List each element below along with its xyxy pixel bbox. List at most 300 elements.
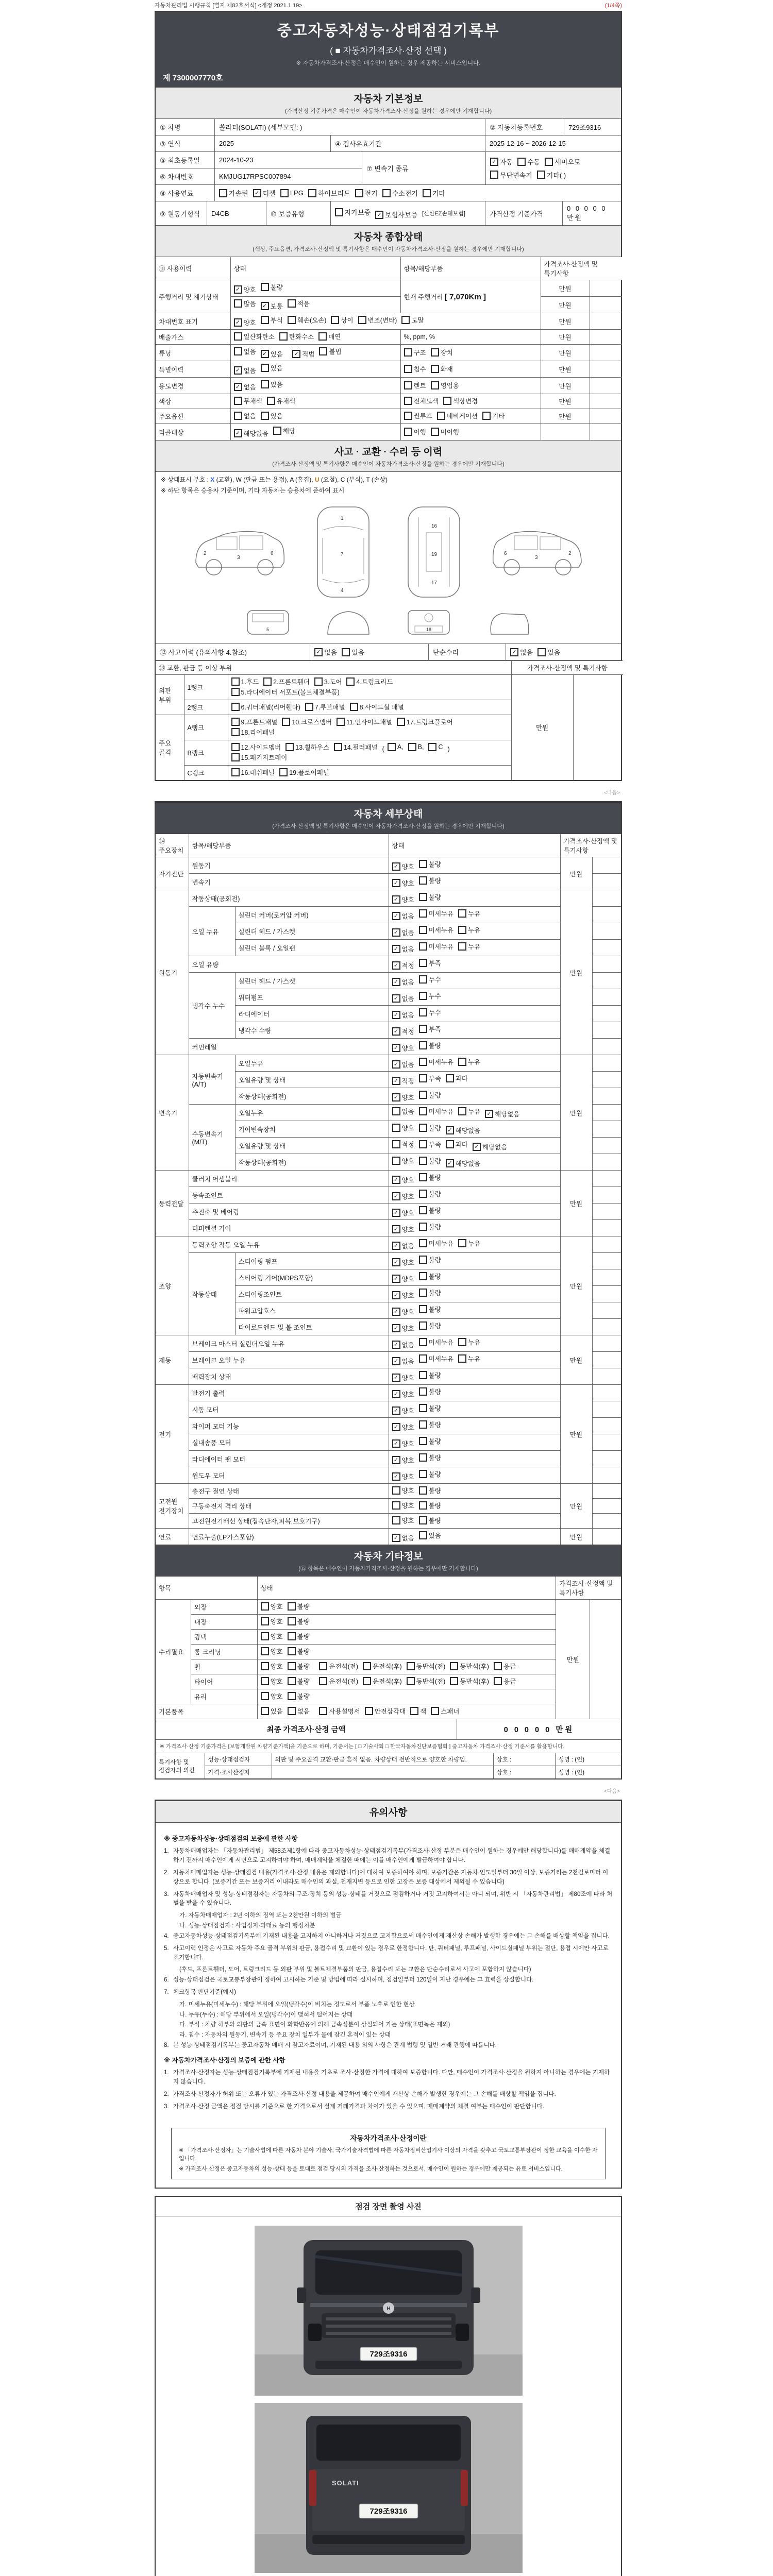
checkbox-option[interactable] xyxy=(404,364,426,374)
checkbox-option[interactable] xyxy=(431,427,459,436)
checkbox-option[interactable] xyxy=(261,1662,283,1671)
checkbox-option[interactable] xyxy=(234,285,256,294)
checkbox-icon[interactable] xyxy=(419,1239,427,1247)
checkbox-option[interactable] xyxy=(473,1142,507,1151)
checkbox-option[interactable] xyxy=(231,768,275,777)
checkbox-icon[interactable] xyxy=(419,1256,427,1264)
checkbox-option[interactable] xyxy=(261,1647,283,1656)
checkbox-icon[interactable] xyxy=(419,1074,427,1082)
checkbox-option[interactable] xyxy=(397,717,453,726)
checkbox-option[interactable] xyxy=(419,975,441,984)
checkbox-option[interactable] xyxy=(392,1010,414,1020)
checkbox-icon[interactable] xyxy=(419,1321,427,1330)
checkbox-icon[interactable] xyxy=(314,677,323,686)
checkbox-icon[interactable] xyxy=(392,1140,400,1148)
checkbox-icon[interactable] xyxy=(419,959,427,967)
checkbox-icon[interactable] xyxy=(388,743,396,751)
checkbox-option[interactable] xyxy=(288,299,310,308)
checkbox-icon[interactable] xyxy=(234,299,242,308)
checkbox-option[interactable] xyxy=(288,1706,310,1716)
checkbox-icon[interactable] xyxy=(431,428,439,436)
checkbox-option[interactable] xyxy=(404,381,426,390)
checkbox-option[interactable] xyxy=(419,1140,441,1149)
checkbox-option[interactable] xyxy=(288,1647,310,1656)
checkbox-option[interactable] xyxy=(419,991,441,1001)
checkbox-icon[interactable] xyxy=(410,1707,418,1715)
checkbox-option[interactable] xyxy=(419,1436,441,1446)
checkbox-option[interactable] xyxy=(392,1472,414,1481)
checkbox-icon[interactable] xyxy=(537,648,546,656)
checkbox-icon[interactable] xyxy=(319,347,327,355)
checkbox-icon[interactable] xyxy=(342,648,350,656)
checkbox-checked-icon[interactable]: ✓ xyxy=(314,648,323,656)
checkbox-option[interactable] xyxy=(261,301,283,311)
checkbox-option[interactable] xyxy=(234,299,256,308)
checkbox-option[interactable] xyxy=(382,188,418,198)
checkbox-icon[interactable] xyxy=(288,1662,296,1670)
checkbox-icon[interactable] xyxy=(261,1677,269,1685)
checkbox-option[interactable] xyxy=(408,743,424,751)
checkbox-option[interactable] xyxy=(261,380,283,389)
checkbox-checked-icon[interactable]: ✓ xyxy=(234,285,242,294)
checkbox-option[interactable] xyxy=(292,349,314,359)
checkbox-option[interactable] xyxy=(423,188,445,198)
checkbox-checked-icon[interactable]: ✓ xyxy=(392,1324,400,1332)
checkbox-option[interactable] xyxy=(335,207,371,217)
checkbox-option[interactable] xyxy=(392,1307,414,1316)
checkbox-icon[interactable] xyxy=(261,1692,269,1700)
checkbox-icon[interactable] xyxy=(261,1632,269,1640)
checkbox-option[interactable] xyxy=(419,1516,441,1525)
checkbox-option[interactable] xyxy=(358,315,397,325)
checkbox-option[interactable] xyxy=(404,411,432,420)
checkbox-option[interactable] xyxy=(407,1662,446,1671)
checkbox-option[interactable] xyxy=(261,1676,283,1686)
checkbox-icon[interactable] xyxy=(231,753,240,761)
checkbox-option[interactable] xyxy=(419,1107,453,1116)
checkbox-icon[interactable] xyxy=(358,316,366,324)
checkbox-icon[interactable] xyxy=(419,1470,427,1478)
checkbox-option[interactable] xyxy=(288,1602,310,1611)
checkbox-icon[interactable] xyxy=(458,909,466,918)
checkbox-icon[interactable] xyxy=(419,1420,427,1429)
checkbox-option[interactable] xyxy=(285,742,329,752)
checkbox-checked-icon[interactable]: ✓ xyxy=(261,302,269,310)
checkbox-icon[interactable] xyxy=(423,189,431,197)
checkbox-option[interactable] xyxy=(450,1676,489,1686)
checkbox-option[interactable] xyxy=(392,1156,414,1165)
checkbox-option[interactable] xyxy=(419,1469,441,1479)
checkbox-icon[interactable] xyxy=(419,926,427,934)
checkbox-icon[interactable] xyxy=(537,171,545,179)
checkbox-checked-icon[interactable]: ✓ xyxy=(392,862,400,871)
checkbox-option[interactable] xyxy=(419,1024,441,1033)
checkbox-option[interactable] xyxy=(392,1373,414,1382)
checkbox-option[interactable] xyxy=(446,1140,468,1149)
checkbox-icon[interactable] xyxy=(419,1025,427,1033)
checkbox-checked-icon[interactable]: ✓ xyxy=(392,1374,400,1382)
checkbox-icon[interactable] xyxy=(419,1371,427,1379)
checkbox-icon[interactable] xyxy=(335,208,343,216)
checkbox-icon[interactable] xyxy=(419,1437,427,1445)
checkbox-option[interactable] xyxy=(392,1093,414,1102)
checkbox-option[interactable] xyxy=(392,1357,414,1366)
checkbox-icon[interactable] xyxy=(408,743,416,751)
checkbox-icon[interactable] xyxy=(419,1387,427,1396)
checkbox-icon[interactable] xyxy=(419,1289,427,1297)
checkbox-checked-icon[interactable]: ✓ xyxy=(392,1242,400,1250)
checkbox-option[interactable] xyxy=(261,1617,283,1626)
checkbox-option[interactable] xyxy=(419,1501,441,1510)
checkbox-option[interactable] xyxy=(273,426,295,435)
checkbox-checked-icon[interactable]: ✓ xyxy=(375,211,383,219)
checkbox-option[interactable] xyxy=(419,925,453,935)
checkbox-option[interactable] xyxy=(282,717,332,726)
checkbox-icon[interactable] xyxy=(419,1223,427,1231)
checkbox-icon[interactable] xyxy=(392,1157,400,1165)
checkbox-checked-icon[interactable]: ✓ xyxy=(392,994,400,1003)
checkbox-icon[interactable] xyxy=(431,381,439,389)
checkbox-option[interactable] xyxy=(261,1706,283,1716)
checkbox-icon[interactable] xyxy=(279,768,288,776)
checkbox-icon[interactable] xyxy=(231,718,240,726)
checkbox-option[interactable] xyxy=(407,1676,446,1686)
checkbox-checked-icon[interactable]: ✓ xyxy=(234,366,242,375)
checkbox-icon[interactable] xyxy=(382,189,391,197)
checkbox-icon[interactable] xyxy=(234,397,242,405)
checkbox-icon[interactable] xyxy=(234,332,242,341)
checkbox-option[interactable] xyxy=(231,742,281,752)
checkbox-icon[interactable] xyxy=(331,316,339,324)
checkbox-icon[interactable] xyxy=(285,743,294,751)
checkbox-icon[interactable] xyxy=(219,189,227,197)
checkbox-checked-icon[interactable]: ✓ xyxy=(292,350,300,358)
checkbox-option[interactable] xyxy=(392,862,414,871)
checkbox-icon[interactable] xyxy=(458,1338,466,1346)
checkbox-icon[interactable] xyxy=(407,1662,415,1670)
checkbox-icon[interactable] xyxy=(419,1008,427,1016)
checkbox-icon[interactable] xyxy=(419,860,427,868)
checkbox-option[interactable] xyxy=(363,1662,402,1671)
checkbox-icon[interactable] xyxy=(419,1206,427,1214)
checkbox-option[interactable] xyxy=(419,1531,441,1540)
checkbox-icon[interactable] xyxy=(261,1647,269,1655)
checkbox-icon[interactable] xyxy=(482,412,491,420)
checkbox-icon[interactable] xyxy=(431,1707,439,1715)
checkbox-option[interactable] xyxy=(342,647,364,657)
checkbox-checked-icon[interactable]: ✓ xyxy=(446,1159,454,1167)
checkbox-option[interactable] xyxy=(261,349,283,359)
checkbox-icon[interactable] xyxy=(419,975,427,984)
checkbox-option[interactable] xyxy=(458,1107,480,1116)
checkbox-icon[interactable] xyxy=(404,428,412,436)
checkbox-option[interactable] xyxy=(458,1337,480,1347)
checkbox-icon[interactable] xyxy=(490,171,498,179)
checkbox-option[interactable] xyxy=(404,427,426,436)
checkbox-option[interactable] xyxy=(482,411,505,420)
checkbox-option[interactable] xyxy=(392,944,414,954)
checkbox-option[interactable] xyxy=(392,1225,414,1234)
checkbox-option[interactable] xyxy=(319,1676,358,1686)
checkbox-option[interactable] xyxy=(337,717,392,726)
checkbox-option[interactable] xyxy=(365,1706,406,1716)
checkbox-icon[interactable] xyxy=(458,1239,466,1247)
checkbox-checked-icon[interactable]: ✓ xyxy=(392,1060,400,1069)
checkbox-icon[interactable] xyxy=(419,1124,427,1132)
checkbox-icon[interactable] xyxy=(234,347,242,355)
checkbox-icon[interactable] xyxy=(419,1486,427,1495)
checkbox-option[interactable] xyxy=(419,859,441,869)
checkbox-option[interactable] xyxy=(392,1208,414,1217)
checkbox-icon[interactable] xyxy=(419,1190,427,1198)
checkbox-option[interactable] xyxy=(261,1632,283,1641)
checkbox-icon[interactable] xyxy=(261,1602,269,1611)
checkbox-option[interactable] xyxy=(494,1676,516,1686)
checkbox-icon[interactable] xyxy=(431,365,439,373)
checkbox-icon[interactable] xyxy=(419,1058,427,1066)
checkbox-option[interactable] xyxy=(404,348,426,357)
checkbox-checked-icon[interactable]: ✓ xyxy=(392,1275,400,1283)
checkbox-option[interactable] xyxy=(267,396,295,405)
checkbox-icon[interactable] xyxy=(494,1677,502,1685)
checkbox-option[interactable] xyxy=(392,1274,414,1283)
checkbox-option[interactable] xyxy=(431,364,453,374)
checkbox-option[interactable] xyxy=(419,1453,441,1462)
checkbox-icon[interactable] xyxy=(282,718,290,726)
checkbox-icon[interactable] xyxy=(288,1707,296,1715)
checkbox-icon[interactable] xyxy=(419,1516,427,1524)
checkbox-checked-icon[interactable]: ✓ xyxy=(473,1143,481,1151)
checkbox-option[interactable] xyxy=(234,396,262,405)
checkbox-option[interactable] xyxy=(485,1109,519,1118)
checkbox-checked-icon[interactable]: ✓ xyxy=(392,912,400,920)
checkbox-option[interactable] xyxy=(392,1406,414,1415)
checkbox-option[interactable] xyxy=(419,1156,441,1165)
checkbox-checked-icon[interactable]: ✓ xyxy=(392,1209,400,1217)
checkbox-option[interactable] xyxy=(288,1691,310,1701)
checkbox-checked-icon[interactable]: ✓ xyxy=(392,1027,400,1036)
checkbox-option[interactable] xyxy=(401,315,424,325)
checkbox-option[interactable] xyxy=(234,429,268,438)
checkbox-option[interactable] xyxy=(419,1189,441,1198)
checkbox-option[interactable] xyxy=(261,1602,283,1611)
checkbox-option[interactable] xyxy=(392,1516,414,1525)
checkbox-option[interactable] xyxy=(392,961,414,970)
checkbox-option[interactable] xyxy=(431,1706,459,1716)
checkbox-option[interactable] xyxy=(318,332,341,341)
checkbox-icon[interactable] xyxy=(319,1662,327,1670)
checkbox-option[interactable] xyxy=(431,381,459,390)
checkbox-icon[interactable] xyxy=(261,380,269,388)
checkbox-checked-icon[interactable]: ✓ xyxy=(392,978,400,986)
checkbox-icon[interactable] xyxy=(397,718,405,726)
checkbox-option[interactable] xyxy=(392,1324,414,1333)
checkbox-icon[interactable] xyxy=(419,1173,427,1181)
checkbox-checked-icon[interactable]: ✓ xyxy=(392,1406,400,1415)
checkbox-option[interactable] xyxy=(319,1662,358,1671)
checkbox-option[interactable] xyxy=(350,702,404,711)
checkbox-icon[interactable] xyxy=(231,768,240,776)
checkbox-icon[interactable] xyxy=(446,1140,454,1148)
checkbox-icon[interactable] xyxy=(458,1058,466,1066)
checkbox-checked-icon[interactable]: ✓ xyxy=(234,429,242,437)
checkbox-option[interactable] xyxy=(419,1074,441,1083)
checkbox-option[interactable] xyxy=(388,743,404,751)
checkbox-icon[interactable] xyxy=(419,942,427,951)
checkbox-icon[interactable] xyxy=(334,743,342,751)
checkbox-icon[interactable] xyxy=(419,893,427,901)
checkbox-option[interactable] xyxy=(392,1241,414,1250)
checkbox-option[interactable] xyxy=(490,157,513,166)
checkbox-option[interactable] xyxy=(375,210,417,219)
checkbox-icon[interactable] xyxy=(401,316,410,324)
checkbox-icon[interactable] xyxy=(261,412,269,420)
checkbox-icon[interactable] xyxy=(419,876,427,885)
checkbox-checked-icon[interactable]: ✓ xyxy=(392,1423,400,1431)
checkbox-option[interactable] xyxy=(288,1662,310,1671)
checkbox-option[interactable] xyxy=(334,742,378,752)
checkbox-option[interactable] xyxy=(234,347,256,356)
checkbox-option[interactable] xyxy=(419,1173,441,1182)
checkbox-checked-icon[interactable]: ✓ xyxy=(392,1291,400,1299)
checkbox-option[interactable] xyxy=(490,170,532,180)
checkbox-icon[interactable] xyxy=(231,743,240,751)
checkbox-icon[interactable] xyxy=(458,926,466,934)
checkbox-checked-icon[interactable]: ✓ xyxy=(392,1456,400,1464)
checkbox-checked-icon[interactable]: ✓ xyxy=(510,648,518,656)
checkbox-checked-icon[interactable]: ✓ xyxy=(234,383,242,391)
checkbox-checked-icon[interactable]: ✓ xyxy=(446,1126,454,1134)
checkbox-option[interactable] xyxy=(446,1159,480,1168)
checkbox-option[interactable] xyxy=(446,1126,480,1135)
checkbox-option[interactable] xyxy=(288,1632,310,1641)
checkbox-icon[interactable] xyxy=(231,677,240,686)
checkbox-checked-icon[interactable]: ✓ xyxy=(392,1357,400,1365)
checkbox-icon[interactable] xyxy=(288,1677,296,1685)
checkbox-checked-icon[interactable]: ✓ xyxy=(392,879,400,887)
checkbox-icon[interactable] xyxy=(404,365,412,373)
checkbox-icon[interactable] xyxy=(337,718,345,726)
checkbox-option[interactable] xyxy=(458,925,480,935)
checkbox-option[interactable] xyxy=(392,994,414,1003)
checkbox-icon[interactable] xyxy=(261,1617,269,1625)
checkbox-option[interactable] xyxy=(392,1389,414,1399)
checkbox-icon[interactable] xyxy=(231,688,240,696)
checkbox-option[interactable] xyxy=(392,977,414,987)
checkbox-option[interactable] xyxy=(231,717,278,726)
checkbox-checked-icon[interactable]: ✓ xyxy=(392,1077,400,1085)
checkbox-option[interactable] xyxy=(419,1206,441,1215)
checkbox-option[interactable] xyxy=(280,189,304,197)
checkbox-option[interactable] xyxy=(234,382,256,392)
checkbox-icon[interactable] xyxy=(404,397,412,405)
checkbox-option[interactable] xyxy=(410,1706,426,1716)
checkbox-checked-icon[interactable]: ✓ xyxy=(490,158,498,166)
checkbox-checked-icon[interactable]: ✓ xyxy=(392,1044,400,1052)
checkbox-option[interactable] xyxy=(419,1304,441,1314)
checkbox-checked-icon[interactable]: ✓ xyxy=(253,189,261,197)
checkbox-option[interactable] xyxy=(392,928,414,937)
checkbox-icon[interactable] xyxy=(419,909,427,918)
checkbox-checked-icon[interactable]: ✓ xyxy=(261,350,269,358)
checkbox-option[interactable] xyxy=(392,1258,414,1267)
checkbox-option[interactable] xyxy=(288,1676,310,1686)
checkbox-option[interactable] xyxy=(431,348,453,357)
checkbox-icon[interactable] xyxy=(545,158,553,166)
checkbox-option[interactable] xyxy=(234,318,256,327)
checkbox-option[interactable] xyxy=(392,1076,414,1086)
checkbox-icon[interactable] xyxy=(428,743,436,751)
checkbox-checked-icon[interactable]: ✓ xyxy=(485,1110,493,1118)
checkbox-icon[interactable] xyxy=(458,1354,466,1363)
checkbox-checked-icon[interactable]: ✓ xyxy=(392,928,400,937)
checkbox-icon[interactable] xyxy=(419,1404,427,1412)
checkbox-icon[interactable] xyxy=(392,1486,400,1495)
checkbox-option[interactable] xyxy=(458,1057,480,1066)
checkbox-option[interactable] xyxy=(314,647,337,657)
checkbox-option[interactable] xyxy=(392,1123,414,1132)
checkbox-option[interactable] xyxy=(458,1354,480,1363)
checkbox-checked-icon[interactable]: ✓ xyxy=(392,1176,400,1184)
checkbox-icon[interactable] xyxy=(261,1707,269,1715)
checkbox-option[interactable] xyxy=(288,315,327,325)
checkbox-option[interactable] xyxy=(234,366,256,375)
checkbox-option[interactable] xyxy=(392,1501,414,1510)
checkbox-checked-icon[interactable]: ✓ xyxy=(392,1341,400,1349)
checkbox-option[interactable] xyxy=(419,1239,453,1248)
checkbox-option[interactable] xyxy=(392,1107,414,1116)
checkbox-icon[interactable] xyxy=(431,348,439,357)
checkbox-option[interactable] xyxy=(419,958,441,968)
checkbox-option[interactable] xyxy=(392,1455,414,1465)
checkbox-icon[interactable] xyxy=(365,1707,373,1715)
checkbox-option[interactable] xyxy=(392,1533,414,1543)
checkbox-checked-icon[interactable]: ✓ xyxy=(392,1225,400,1233)
checkbox-option[interactable] xyxy=(494,1662,516,1671)
checkbox-option[interactable] xyxy=(346,677,393,686)
checkbox-icon[interactable] xyxy=(419,1091,427,1099)
checkbox-option[interactable] xyxy=(419,1090,441,1099)
checkbox-option[interactable] xyxy=(234,411,256,420)
checkbox-option[interactable] xyxy=(450,1662,489,1671)
checkbox-icon[interactable] xyxy=(231,728,240,736)
checkbox-icon[interactable] xyxy=(392,1501,400,1510)
checkbox-option[interactable] xyxy=(253,188,276,198)
checkbox-option[interactable] xyxy=(392,1140,414,1149)
checkbox-icon[interactable] xyxy=(458,1107,466,1115)
checkbox-checked-icon[interactable]: ✓ xyxy=(392,1011,400,1019)
checkbox-option[interactable] xyxy=(279,332,314,341)
checkbox-option[interactable] xyxy=(392,1439,414,1448)
checkbox-icon[interactable] xyxy=(419,1157,427,1165)
checkbox-option[interactable] xyxy=(331,315,353,325)
checkbox-option[interactable] xyxy=(261,315,283,325)
checkbox-icon[interactable] xyxy=(288,299,296,308)
checkbox-option[interactable] xyxy=(537,170,566,180)
checkbox-option[interactable] xyxy=(392,911,414,921)
checkbox-icon[interactable] xyxy=(263,677,272,686)
checkbox-checked-icon[interactable]: ✓ xyxy=(392,1258,400,1266)
checkbox-icon[interactable] xyxy=(261,283,269,291)
checkbox-icon[interactable] xyxy=(288,316,296,324)
checkbox-icon[interactable] xyxy=(363,1677,371,1685)
checkbox-icon[interactable] xyxy=(404,412,412,420)
checkbox-option[interactable] xyxy=(437,411,478,420)
checkbox-option[interactable] xyxy=(231,677,259,686)
checkbox-icon[interactable] xyxy=(261,1662,269,1670)
checkbox-icon[interactable] xyxy=(407,1677,415,1685)
checkbox-checked-icon[interactable]: ✓ xyxy=(392,1192,400,1200)
